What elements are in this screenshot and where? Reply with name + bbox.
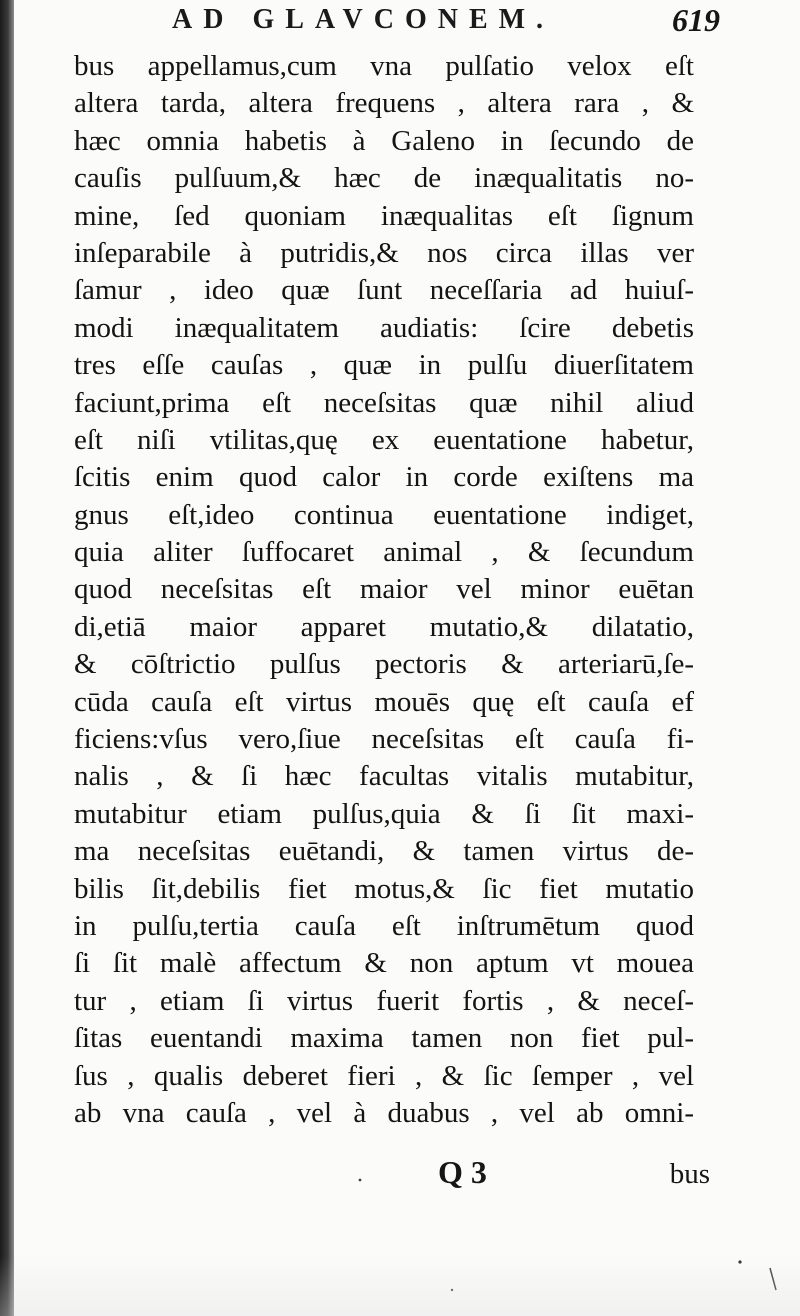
page-shadow	[0, 1256, 800, 1316]
text-line: ſamur , ideo quæ ſunt neceſſaria ad huiuſ-	[74, 274, 694, 307]
text-line: eſt niſi vtilitas,quę ex euentatione habetur,	[74, 423, 694, 456]
text-line: ſitas euentandi maxima tamen non fiet pul-	[74, 1022, 694, 1055]
text-line: modi inæqualitatem audiatis: ſcire debetis	[74, 311, 694, 344]
text-line: & cōſtrictio pulſus pectoris & arteriarū,ſe-	[74, 648, 694, 681]
text-line: inſeparabile à putridis,& nos circa illas ver	[74, 236, 694, 269]
text-line: bus appellamus,cum vna pulſatio velox eſt	[74, 50, 694, 82]
text-line: bilis ſit,debilis fiet motus,& ſic fiet mutatio	[74, 872, 694, 905]
text-line: cauſis pulſuum,& hæc de inæqualitatis no-	[74, 162, 694, 195]
text-line: quia aliter ſuffocaret animal , & ſecundum	[74, 536, 694, 569]
text-line: cūda cauſa eſt virtus mouēs quę eſt cauſa ef	[74, 685, 694, 718]
text-line: ſus , qualis deberet fieri , & ſic ſemper , vel	[74, 1059, 694, 1092]
catchword: bus	[669, 1158, 710, 1190]
page-header	[60, 2, 720, 42]
text-line: mine, ſed quoniam inæqualitas eſt ſignum	[74, 199, 694, 232]
text-line: nalis , & ſi hæc facultas vitalis mutabitur,	[74, 760, 694, 793]
text-line: hæc omnia habetis à Galeno in ſecundo de	[74, 124, 694, 157]
text-line: faciunt,prima eſt neceſsitas quæ nihil aliud	[74, 386, 694, 419]
text-line: gnus eſt,ideo continua euentatione indiget,	[74, 498, 694, 531]
text-line: tur , etiam ſi virtus fuerit fortis , & neceſ-	[74, 984, 694, 1017]
scan-binding-edge	[0, 0, 14, 1316]
running-head: AD GLAVCONEM.	[172, 4, 555, 35]
page-footer	[430, 1154, 710, 1204]
body-text	[74, 48, 694, 1132]
text-line: tres eſſe cauſas , quæ in pulſu diuerſitatem	[74, 349, 694, 382]
text-line: altera tarda, altera frequens , altera rara , &	[74, 87, 694, 120]
text-line: ma neceſsitas euētandi, & tamen virtus de-	[74, 835, 694, 868]
signature-mark: Q 3	[438, 1154, 487, 1190]
text-line: quod neceſsitas eſt maior vel minor euētan	[74, 573, 694, 606]
text-line: mutabitur etiam pulſus,quia & ſi ſit maxi-	[74, 797, 694, 830]
text-line: ſcitis enim quod calor in corde exiſtens ma	[74, 461, 694, 494]
page-number: 619	[672, 2, 720, 38]
text-line: ſi ſit malè affectum & non aptum vt mouea	[74, 947, 694, 980]
text-line: ficiens:vſus vero,ſiue neceſsitas eſt cauſa fi-	[74, 723, 694, 756]
text-line: in pulſu,tertia cauſa eſt inſtrumētum quod	[74, 909, 694, 942]
text-line: di,etiā maior apparet mutatio,& dilatatio,	[74, 610, 694, 643]
text-line: ab vna cauſa , vel à duabus , vel ab omni-	[74, 1096, 694, 1129]
